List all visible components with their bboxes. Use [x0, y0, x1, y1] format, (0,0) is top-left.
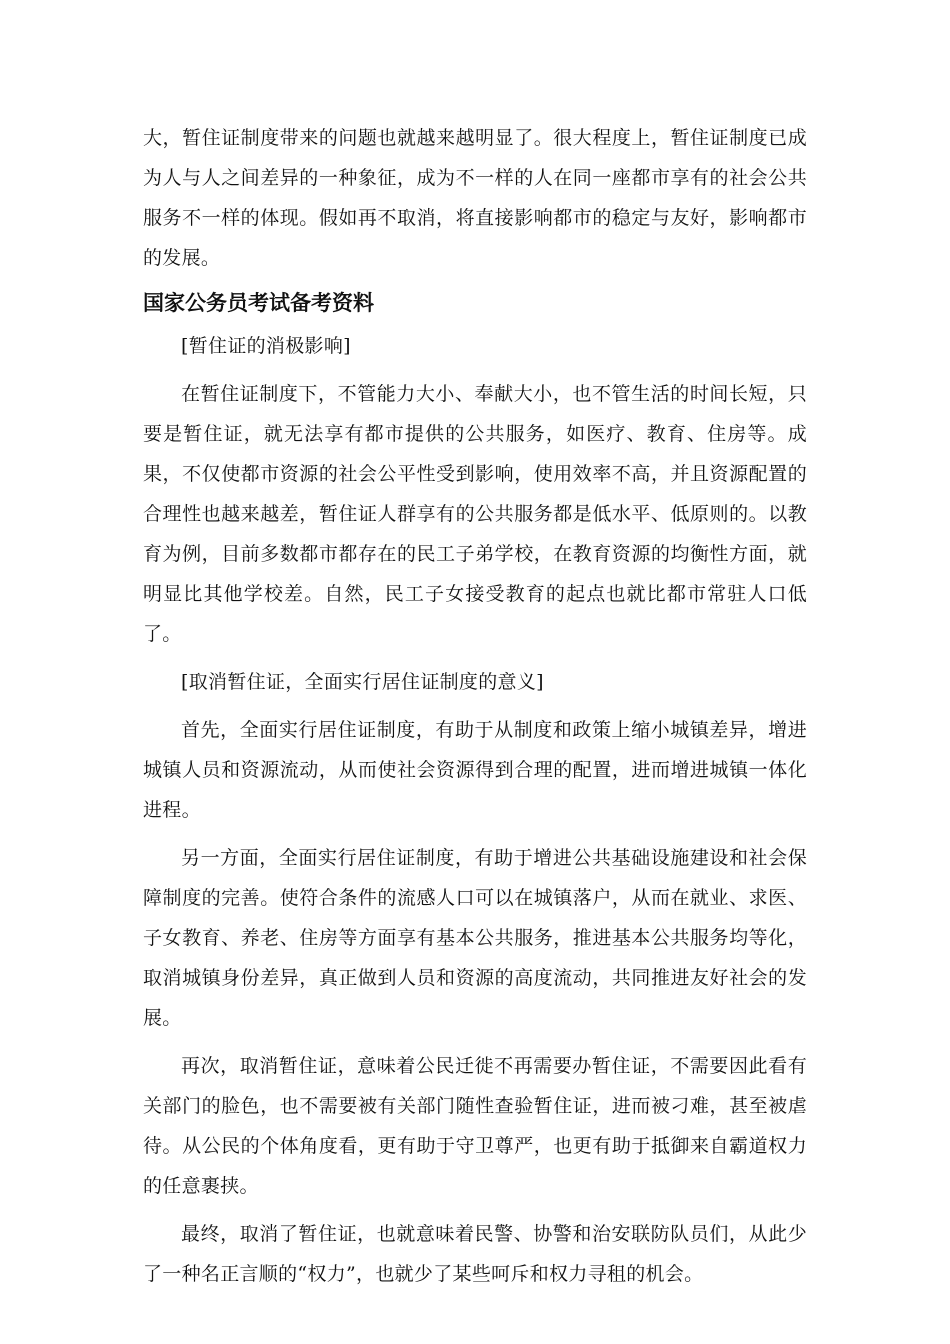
document-body — [143, 118, 807, 1302]
section2-title: [取消暂住证，全面实行居住证制度的意义] — [181, 671, 544, 693]
section2-paragraph-2: 另一方面，全面实行居住证制度，有助于增进公共基础设施建设和社会保障制度的完善。使符合条件的流感人口可以在城镇落户，从而在就业、求医、子女教育、养老、住房等方面享有基本公共服务，推进基本公共服务均等化，取消城镇身份差异，真正做到人员和资源的高度流动，共同推进友好社会的发展。 — [143, 847, 807, 1029]
section2-paragraph-4: 最终，取消了暂住证，也就意味着民警、协警和治安联防队员们，从此少了一种名正言顺的“权力”，也就少了某些呵斥和权力寻租的机会。 — [143, 1223, 807, 1285]
section1-body: 在暂住证制度下，不管能力大小、奉献大小，也不管生活的时间长短，只要是暂住证，就无法享有都市提供的公共服务，如医疗、教育、住房等。成果，不仅使都市资源的社会公平性受到影响，使用效率不高，并且资源配置的合理性也越来越差，暂住证人群享有的公共服务都是低水平、低原则的。以教育为例，目前多数都市都存在的民工子弟学校，在教育资源的均衡性方面，就明显比其他学校差。自然，民工子女接受教育的起点也就比都市常驻人口低了。 — [143, 383, 807, 645]
section-heading: 国家公务员考试备考资料 — [143, 291, 374, 315]
section1-title: [暂住证的消极影响] — [181, 335, 351, 357]
section2-paragraph-3: 再次，取消暂住证，意味着公民迁徙不再需要办暂住证，不需要因此看有关部门的脸色，也不需要被有关部门随性查验暂住证，进而被刁难，甚至被虐待。从公民的个体角度看，更有助于守卫尊严，也更有助于抵御来自霸道权力的任意裹挟。 — [143, 1055, 807, 1197]
section2-paragraph-1: 首先，全面实行居住证制度，有助于从制度和政策上缩小城镇差异，增进城镇人员和资源流动，从而使社会资源得到合理的配置，进而增进城镇一体化进程。 — [143, 719, 807, 821]
paragraph-intro: 大，暂住证制度带来的问题也就越来越明显了。很大程度上，暂住证制度已成为人与人之间差异的一种象征，成为不一样的人在同一座都市享有的社会公共服务不一样的体现。假如再不取消，将直接影响都市的稳定与友好，影响都市的发展。 — [143, 127, 807, 269]
